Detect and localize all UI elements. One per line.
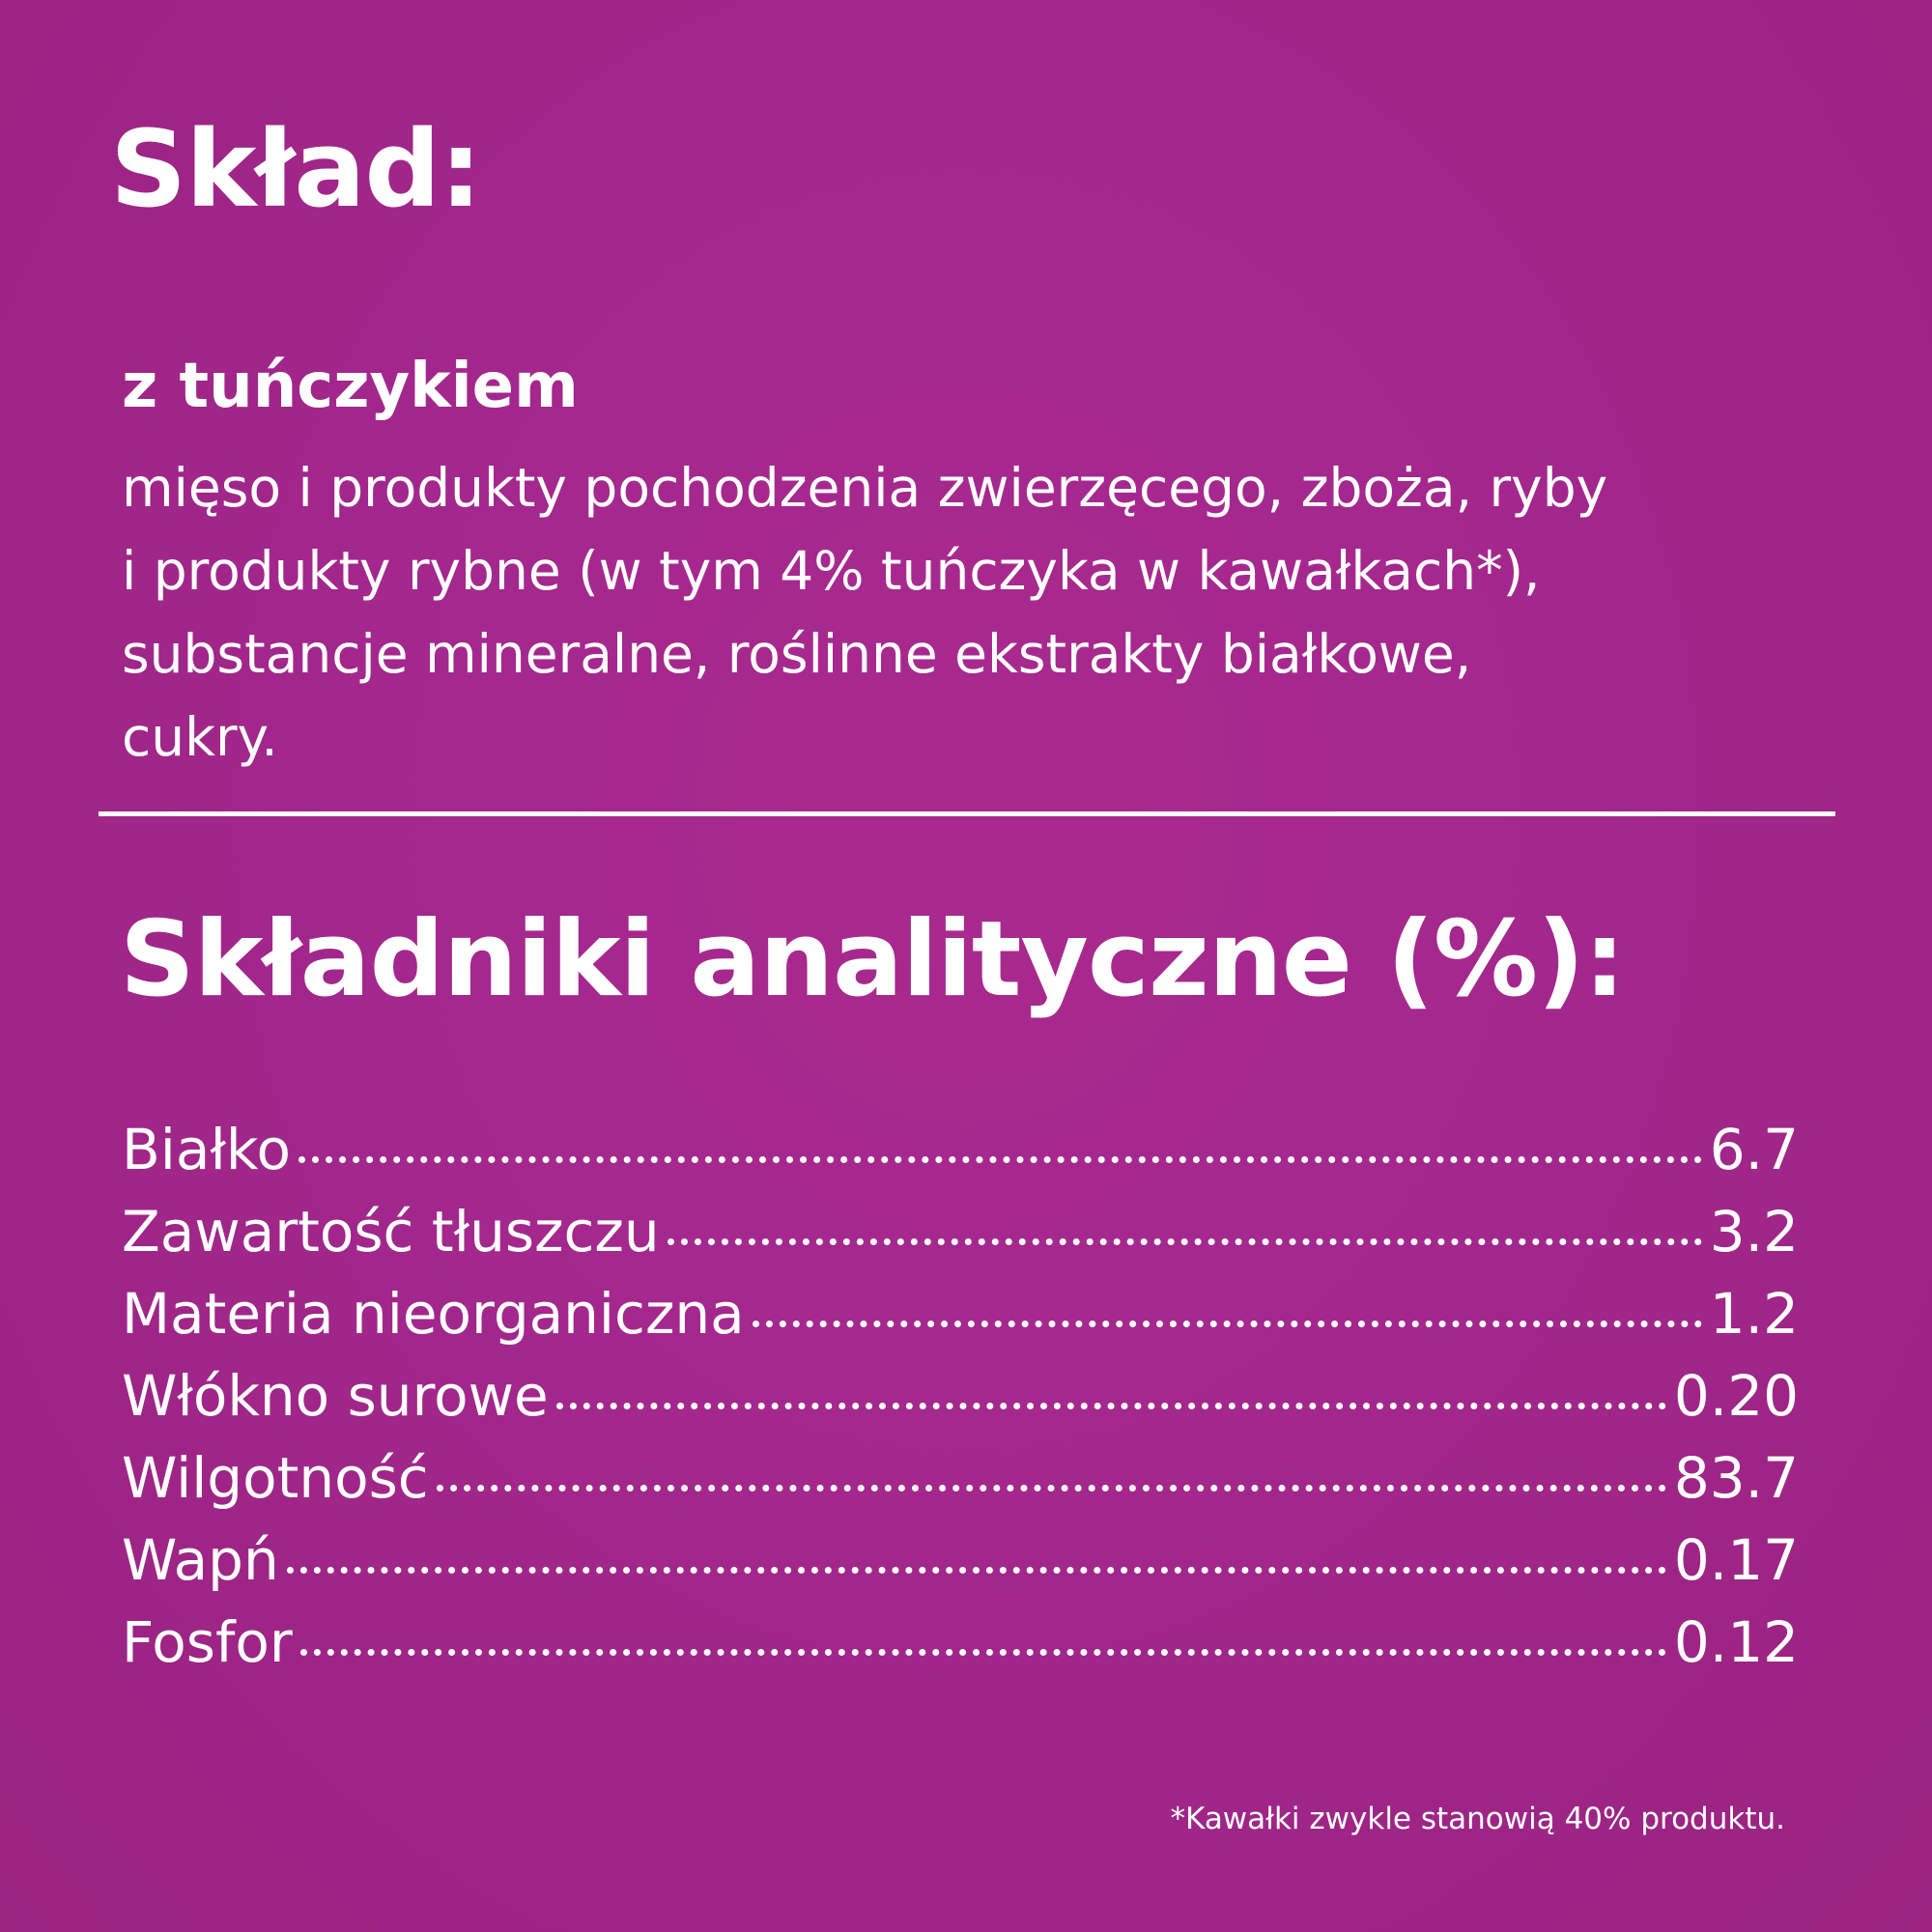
analytical-value: 0.20 bbox=[1673, 1363, 1799, 1429]
analytical-value: 0.17 bbox=[1673, 1527, 1799, 1593]
analytical-value: 3.2 bbox=[1709, 1199, 1799, 1264]
analytical-value: 1.2 bbox=[1709, 1281, 1799, 1347]
analytical-row-calcium bbox=[122, 1520, 1799, 1602]
composition-line: i produkty rybne (w tym 4% tuńczyka w kawałkach*), bbox=[122, 540, 1541, 602]
analytical-row-moisture bbox=[122, 1437, 1799, 1520]
analytical-row-inorganic-matter bbox=[122, 1273, 1799, 1355]
analytical-value: 83.7 bbox=[1673, 1445, 1799, 1511]
analytical-label: Białko bbox=[122, 1117, 291, 1182]
product-name: z tuńczykiem bbox=[122, 351, 579, 422]
dot-leader bbox=[300, 1649, 1666, 1656]
dot-leader bbox=[287, 1567, 1666, 1574]
analytical-title: Składniki analityczne (%): bbox=[120, 899, 1625, 1020]
analytical-row-phosphorus bbox=[122, 1602, 1799, 1684]
analytical-row-protein bbox=[122, 1109, 1799, 1191]
analytical-value: 0.12 bbox=[1673, 1609, 1799, 1675]
dot-leader bbox=[753, 1321, 1702, 1327]
composition-text bbox=[122, 446, 1822, 779]
analytical-label: Wapń bbox=[122, 1527, 279, 1593]
composition-title: Skład: bbox=[110, 107, 482, 231]
dot-leader bbox=[437, 1485, 1666, 1492]
dot-leader bbox=[298, 1156, 1702, 1163]
analytical-label: Zawartość tłuszczu bbox=[122, 1199, 660, 1264]
analytical-table bbox=[122, 1109, 1799, 1684]
dot-leader bbox=[556, 1403, 1666, 1409]
analytical-label: Wilgotność bbox=[122, 1445, 429, 1511]
analytical-row-fiber bbox=[122, 1355, 1799, 1437]
composition-line: cukry. bbox=[122, 706, 278, 768]
section-divider bbox=[99, 811, 1835, 816]
dot-leader bbox=[668, 1238, 1702, 1245]
analytical-value: 6.7 bbox=[1709, 1117, 1799, 1182]
analytical-label: Fosfor bbox=[122, 1609, 293, 1675]
analytical-label: Materia nieorganiczna bbox=[122, 1281, 745, 1347]
composition-line: mięso i produkty pochodzenia zwierzęcego, zboża, ryby bbox=[122, 457, 1608, 519]
footnote: *Kawałki zwykle stanowią 40% produktu. bbox=[1170, 1802, 1785, 1836]
composition-line: substancje mineralne, roślinne ekstrakty białkowe, bbox=[122, 623, 1472, 685]
analytical-row-fat bbox=[122, 1191, 1799, 1273]
analytical-label: Włókno surowe bbox=[122, 1363, 549, 1429]
